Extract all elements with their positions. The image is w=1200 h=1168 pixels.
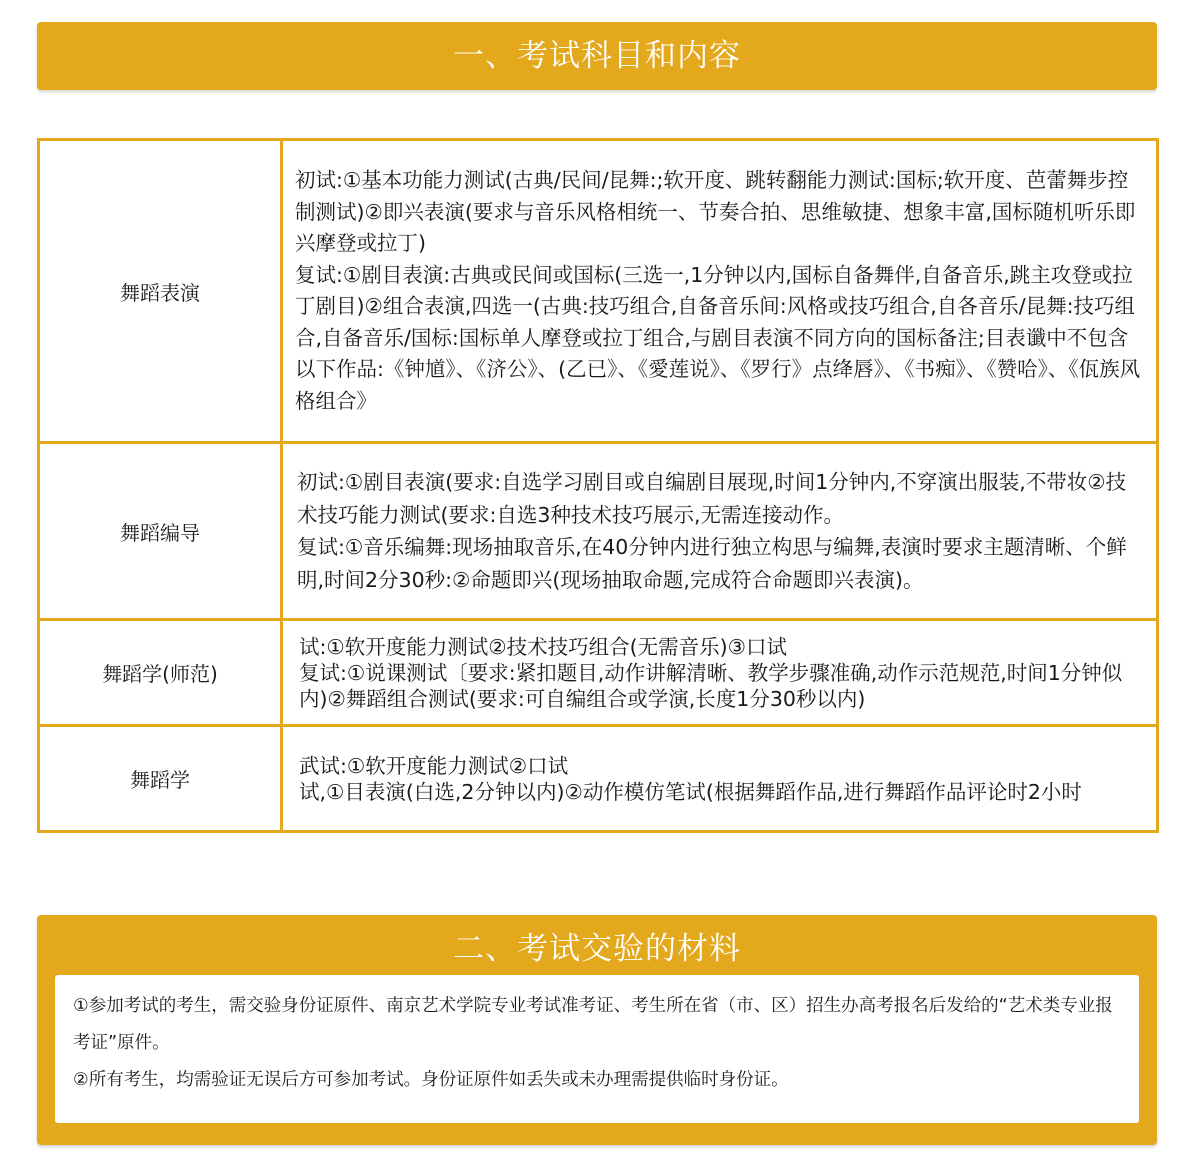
- section-2-title: 二、考试交验的材料: [453, 931, 741, 967]
- exam-subjects-table: [37, 138, 1159, 833]
- materials-paragraph: ①参加考试的考生，需交验身份证原件、南京艺术学院专业考试准考证、考生所在省（市、区）招生办高考报名后发给的“艺术类专业报考证”原件。: [73, 996, 1113, 1053]
- materials-box: [55, 975, 1139, 1123]
- content-cell: [282, 140, 1158, 443]
- content-cell: [282, 443, 1158, 620]
- materials-paragraph: ②所有考生，均需验证无误后方可参加考试。身份证原件如丢失或未办理需提供临时身份证。: [73, 1070, 789, 1090]
- subject-cell: 舞蹈编导: [39, 443, 282, 620]
- content-paragraph: 复试:①音乐编舞:现场抽取音乐,在40分钟内进行独立构思与编舞,表演时要求主题清晰、个鲜明,时间2分30秒:②命题即兴(现场抽取命题,完成符合命题即兴表演)。: [297, 535, 1127, 592]
- subject-cell: 舞蹈学(师范): [39, 620, 282, 726]
- section-1-banner: [37, 22, 1157, 90]
- section-1-title: 一、考试科目和内容: [453, 38, 741, 74]
- content-paragraph: 武试:①软开度能力测试②口试: [299, 753, 569, 778]
- content-paragraph: 初试:①剧目表演(要求:自选学习剧目或自编剧目展现,时间1分钟内,不穿演出服装,不带妆②技术技巧能力测试(要求:自选3种技术技巧展示,无需连接动作。: [297, 470, 1127, 527]
- content-paragraph: 复试:①剧目表演:古典或民间或国标(三选一,1分钟以内,国标自备舞伴,自备音乐,跳主攻登或拉丁剧目)②组合表演,四选一(古典:技巧组合,自备音乐间:风格或技巧组合,自各音乐/昆舞:技巧组合,自备音乐/国标:国标单人摩登或拉丁组合,与剧目表演不同方向的国标备注;目表谶中不包含以下作品:《钟馗》、《济公》、(乙已》、《愛莲说》、《罗行》点绛唇》、《书痴》、《赞哈》、《佤族风格组合》: [295, 262, 1141, 413]
- content-cell: [282, 620, 1158, 726]
- table-row: [39, 443, 1158, 620]
- content-paragraph: 初试:①基本功能力测试(古典/民间/昆舞:;软开度、跳转翻能力测试:国标;软开度、芭蕾舞步控制测试)②即兴表演(要求与音乐风格相统一、节奏合拍、思维敏捷、想象丰富,国标随机听乐即兴摩登或拉丁): [295, 168, 1136, 255]
- table-row: [39, 140, 1158, 443]
- materials-text: [55, 975, 1139, 1099]
- table-row: [39, 620, 1158, 726]
- section-2-banner: [37, 915, 1157, 1145]
- content-paragraph: 试,①目表演(白选,2分钟以内)②动作模仿笔试(根据舞蹈作品,进行舞蹈作品评论时2小时: [299, 779, 1082, 804]
- content-cell: [282, 726, 1158, 832]
- table-row: [39, 726, 1158, 832]
- content-paragraph: 试:①软开度能力测试②技术技巧组合(无需音乐)③口试: [299, 634, 788, 659]
- subject-cell: 舞蹈表演: [39, 140, 282, 443]
- subject-cell: 舞蹈学: [39, 726, 282, 832]
- content-paragraph: 复试:①说课测试〔要求:紧扣题目,动作讲解清晰、教学步骤准确,动作示范规范,时间1分钟似内)②舞蹈组合测试(要求:可自编组合或学演,长度1分30秒以内): [299, 660, 1123, 711]
